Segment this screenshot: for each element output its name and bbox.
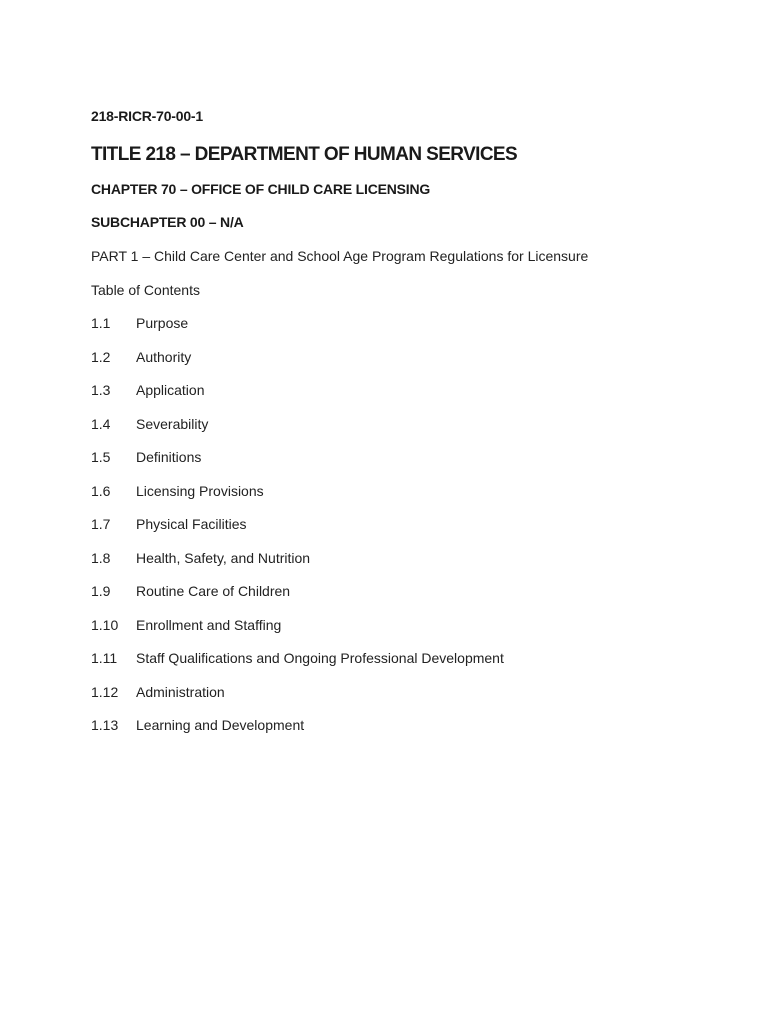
document-id: 218-RICR-70-00-1 [91, 108, 203, 124]
toc-item-label: Staff Qualifications and Ongoing Professional Development [136, 650, 504, 666]
toc-item [91, 583, 504, 617]
toc-item-label: Learning and Development [136, 717, 305, 733]
toc-item-number: 1.5 [91, 449, 111, 465]
toc-item-number: 1.11 [91, 650, 118, 666]
toc-item-label: Severability [136, 415, 209, 432]
toc-item-number: 1.4 [91, 415, 111, 432]
toc-item [91, 483, 504, 517]
toc-item [91, 382, 504, 416]
toc-item [91, 684, 504, 718]
toc-item [91, 516, 504, 550]
toc-item-number: 1.2 [91, 348, 111, 365]
toc-item-label: Health, Safety, and Nutrition [136, 549, 311, 566]
toc-item [91, 617, 504, 651]
toc-item-label: Enrollment and Staffing [136, 616, 282, 633]
toc-item [91, 315, 504, 349]
toc-item [91, 449, 504, 483]
document-title: TITLE 218 – DEPARTMENT OF HUMAN SERVICES [91, 144, 518, 165]
toc-item [91, 550, 504, 584]
chapter-heading: CHAPTER 70 – OFFICE OF CHILD CARE LICENSING [91, 181, 431, 197]
toc-heading: Table of Contents [91, 282, 200, 298]
toc-item-number: 1.1 [91, 315, 111, 331]
toc-item-label: Definitions [136, 449, 202, 465]
toc-item-number: 1.12 [91, 683, 119, 700]
toc-item [91, 349, 504, 383]
toc-item [91, 650, 504, 684]
toc-item-number: 1.3 [91, 382, 111, 398]
toc-item-number: 1.13 [91, 717, 119, 733]
toc-item-label: Licensing Provisions [136, 482, 264, 499]
toc-item-label: Authority [136, 348, 192, 365]
subchapter-heading: SUBCHAPTER 00 – N/A [91, 214, 244, 230]
toc-item-number: 1.10 [91, 616, 119, 633]
toc-item-label: Routine Care of Children [136, 583, 291, 599]
toc-item-number: 1.9 [91, 583, 111, 599]
toc-item [91, 717, 504, 751]
toc-item-label: Physical Facilities [136, 516, 247, 532]
toc-item-label: Purpose [136, 315, 189, 331]
toc-item-number: 1.7 [91, 516, 111, 532]
toc-item-label: Administration [136, 683, 225, 700]
part-heading: PART 1 – Child Care Center and School Age Program Regulations for Licensure [91, 248, 589, 264]
table-of-contents [91, 315, 504, 751]
toc-item-number: 1.6 [91, 482, 111, 499]
toc-item-number: 1.8 [91, 549, 111, 566]
toc-item-label: Application [136, 382, 205, 398]
toc-item [91, 416, 504, 450]
